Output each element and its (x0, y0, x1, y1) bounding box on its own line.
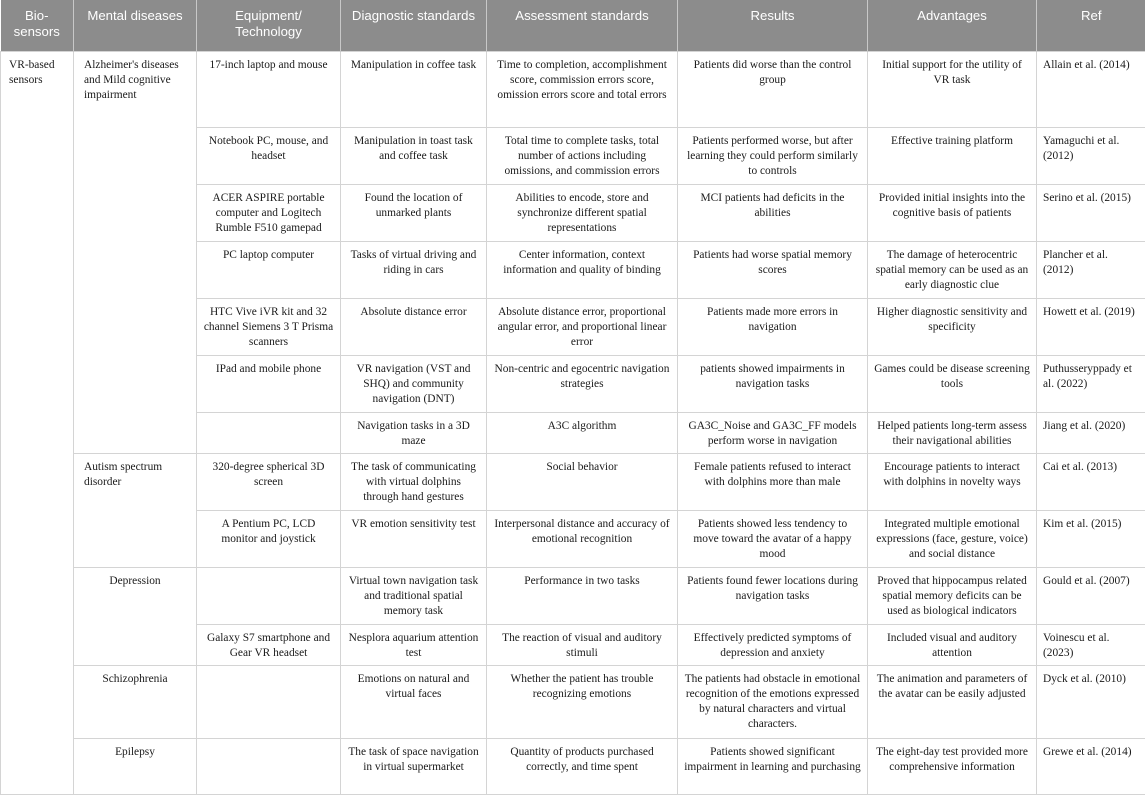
advantages-cell: Proved that hippocampus related spatial memory deficits can be used as biological indicators (868, 568, 1037, 625)
ref-cell: Cai et al. (2013) (1037, 454, 1145, 511)
results-cell: Effectively predicted symptoms of depression and anxiety (678, 625, 868, 666)
ref-cell: Kim et al. (2015) (1037, 511, 1145, 568)
assessment-cell: Total time to complete tasks, total number of actions including omissions, and commission errors (487, 128, 678, 185)
advantages-cell: Encourage patients to interact with dolphins in novelty ways (868, 454, 1037, 511)
diagnostic-cell: VR navigation (VST and SHQ) and community navigation (DNT) (341, 356, 487, 413)
diagnostic-cell: Absolute distance error (341, 299, 487, 356)
diagnostic-cell: VR emotion sensitivity test (341, 511, 487, 568)
equipment-cell: IPad and mobile phone (197, 356, 341, 413)
ref-cell: Yamaguchi et al. (2012) (1037, 128, 1145, 185)
equipment-cell: HTC Vive iVR kit and 32 channel Siemens 3 T Prisma scanners (197, 299, 341, 356)
results-cell: Patients did worse than the control group (678, 52, 868, 128)
equipment-cell: ACER ASPIRE portable computer and Logitech Rumble F510 gamepad (197, 185, 341, 242)
header-advantages: Advantages (868, 0, 1037, 52)
ref-cell: Howett et al. (2019) (1037, 299, 1145, 356)
ref-cell: Dyck et al. (2010) (1037, 666, 1145, 739)
advantages-cell: Included visual and auditory attention (868, 625, 1037, 666)
diagnostic-cell: Tasks of virtual driving and riding in cars (341, 242, 487, 299)
assessment-cell: The reaction of visual and auditory stimuli (487, 625, 678, 666)
assessment-cell: Social behavior (487, 454, 678, 511)
equipment-cell: 17-inch laptop and mouse (197, 52, 341, 128)
equipment-cell: A Pentium PC, LCD monitor and joystick (197, 511, 341, 568)
disease-cell: Schizophrenia (74, 666, 197, 739)
ref-cell: Voinescu et al. (2023) (1037, 625, 1145, 666)
diagnostic-cell: Virtual town navigation task and traditional spatial memory task (341, 568, 487, 625)
assessment-cell: Quantity of products purchased correctly, and time spent (487, 739, 678, 795)
equipment-cell: Notebook PC, mouse, and headset (197, 128, 341, 185)
advantages-cell: The damage of heterocentric spatial memory can be used as an early diagnostic clue (868, 242, 1037, 299)
advantages-cell: Effective training platform (868, 128, 1037, 185)
results-cell: Patients showed less tendency to move toward the avatar of a happy mood (678, 511, 868, 568)
header-biosensors: Bio-sensors (1, 0, 74, 52)
disease-cell: Depression (74, 568, 197, 666)
results-cell: Patients had worse spatial memory scores (678, 242, 868, 299)
equipment-cell (197, 413, 341, 454)
disease-cell: Autism spectrum disorder (74, 454, 197, 568)
table-header (1, 0, 1145, 52)
table-row (1, 454, 1145, 511)
advantages-cell: Integrated multiple emotional expressions (face, gesture, voice) and social distance (868, 511, 1037, 568)
diagnostic-cell: Manipulation in toast task and coffee task (341, 128, 487, 185)
assessment-cell: A3C algorithm (487, 413, 678, 454)
results-cell: patients showed impairments in navigation tasks (678, 356, 868, 413)
ref-cell: Puthusseryppady et al. (2022) (1037, 356, 1145, 413)
disease-cell: Epilepsy (74, 739, 197, 795)
assessment-cell: Performance in two tasks (487, 568, 678, 625)
ref-cell: Allain et al. (2014) (1037, 52, 1145, 128)
advantages-cell: The animation and parameters of the avatar can be easily adjusted (868, 666, 1037, 739)
table-row (1, 568, 1145, 625)
diagnostic-cell: Found the location of unmarked plants (341, 185, 487, 242)
ref-cell: Plancher et al. (2012) (1037, 242, 1145, 299)
results-cell: Patients found fewer locations during navigation tasks (678, 568, 868, 625)
table-body (1, 52, 1145, 795)
assessment-cell: Interpersonal distance and accuracy of emotional recognition (487, 511, 678, 568)
results-cell: Female patients refused to interact with dolphins more than male (678, 454, 868, 511)
header-results: Results (678, 0, 868, 52)
header-row (1, 0, 1145, 52)
header-diagnostic: Diagnostic standards (341, 0, 487, 52)
results-cell: Patients made more errors in navigation (678, 299, 868, 356)
equipment-cell (197, 666, 341, 739)
header-assessment: Assessment standards (487, 0, 678, 52)
results-cell: MCI patients had deficits in the abilities (678, 185, 868, 242)
results-cell: Patients showed significant impairment in learning and purchasing (678, 739, 868, 795)
assessment-cell: Absolute distance error, proportional angular error, and proportional linear error (487, 299, 678, 356)
disease-cell: Alzheimer's diseases and Mild cognitive impairment (74, 52, 197, 454)
results-cell: GA3C_Noise and GA3C_FF models perform worse in navigation (678, 413, 868, 454)
diagnostic-cell: Navigation tasks in a 3D maze (341, 413, 487, 454)
equipment-cell: Galaxy S7 smartphone and Gear VR headset (197, 625, 341, 666)
diagnostic-cell: Emotions on natural and virtual faces (341, 666, 487, 739)
equipment-cell: 320-degree spherical 3D screen (197, 454, 341, 511)
advantages-cell: The eight-day test provided more comprehensive information (868, 739, 1037, 795)
assessment-cell: Whether the patient has trouble recognizing emotions (487, 666, 678, 739)
advantages-cell: Initial support for the utility of VR task (868, 52, 1037, 128)
ref-cell: Jiang et al. (2020) (1037, 413, 1145, 454)
advantages-cell: Provided initial insights into the cognitive basis of patients (868, 185, 1037, 242)
diagnostic-cell: The task of communicating with virtual dolphins through hand gestures (341, 454, 487, 511)
diagnostic-cell: The task of space navigation in virtual supermarket (341, 739, 487, 795)
advantages-cell: Helped patients long-term assess their navigational abilities (868, 413, 1037, 454)
assessment-cell: Time to completion, accomplishment score, commission errors score, omission errors score and total errors (487, 52, 678, 128)
table-row (1, 739, 1145, 795)
ref-cell: Serino et al. (2015) (1037, 185, 1145, 242)
diagnostic-cell: Manipulation in coffee task (341, 52, 487, 128)
assessment-cell: Abilities to encode, store and synchronize different spatial representations (487, 185, 678, 242)
header-equipment: Equipment/ Technology (197, 0, 341, 52)
header-ref: Ref (1037, 0, 1145, 52)
ref-cell: Grewe et al. (2014) (1037, 739, 1145, 795)
assessment-cell: Center information, context information and quality of binding (487, 242, 678, 299)
sensor-type-cell: VR-based sensors (1, 52, 74, 795)
advantages-cell: Higher diagnostic sensitivity and specificity (868, 299, 1037, 356)
equipment-cell (197, 568, 341, 625)
assessment-cell: Non-centric and egocentric navigation strategies (487, 356, 678, 413)
table-row (1, 666, 1145, 739)
advantages-cell: Games could be disease screening tools (868, 356, 1037, 413)
results-cell: The patients had obstacle in emotional recognition of the emotions expressed by natural characters and virtual characters. (678, 666, 868, 739)
equipment-cell (197, 739, 341, 795)
ref-cell: Gould et al. (2007) (1037, 568, 1145, 625)
results-cell: Patients performed worse, but after learning they could perform similarly to controls (678, 128, 868, 185)
table-row (1, 52, 1145, 128)
diagnostic-cell: Nesplora aquarium attention test (341, 625, 487, 666)
header-mental-diseases: Mental diseases (74, 0, 197, 52)
equipment-cell: PC laptop computer (197, 242, 341, 299)
